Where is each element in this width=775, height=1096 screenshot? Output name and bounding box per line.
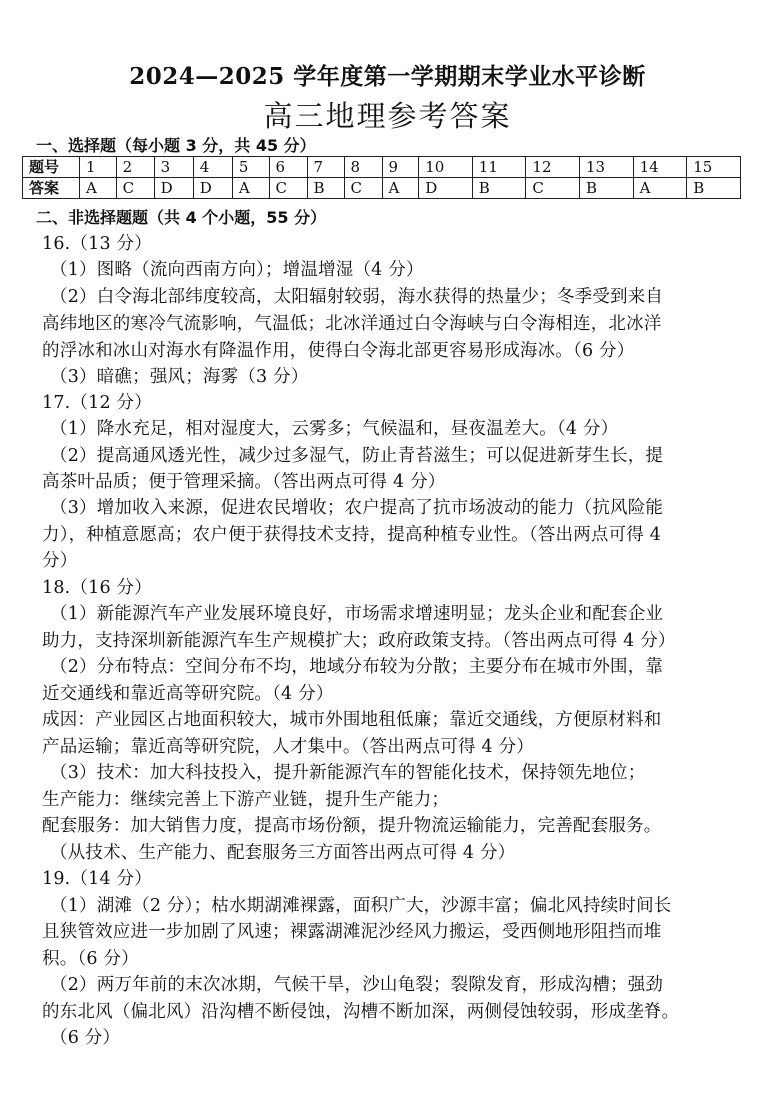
answer-cell: B (472, 178, 526, 199)
table-header-number: 题号 (23, 157, 80, 178)
answer-cell: B (687, 178, 741, 199)
question-number: 3 (154, 157, 193, 178)
answer-line: （1）湖滩（2 分）；枯水期湖滩裸露，面积广大，沙源丰富；偏北风持续时间长 (50, 896, 672, 916)
answer-line: 近交通线和靠近高等研究院。（4 分） (42, 684, 334, 704)
question-heading: 19.（14 分） (42, 869, 152, 889)
answer-line: 力），种植意愿高；农户便于获得技术支持，提高种植专业性。（答出两点可得 4 (42, 525, 662, 545)
question-number: 9 (382, 157, 419, 178)
answer-line: 高纬地区的寒冷气流影响，气温低；北冰洋通过白令海峡与白令海相连，北冰洋 (42, 314, 662, 334)
document-subtitle: 高三地理参考答案 (263, 99, 512, 133)
answer-cell: C (269, 178, 307, 199)
question-number: 11 (472, 157, 526, 178)
answer-line: （1）新能源汽车产业发展环境良好，市场需求增速明显；龙头企业和配套企业 (50, 604, 664, 624)
answer-cell: A (382, 178, 419, 199)
question-number: 10 (419, 157, 473, 178)
answer-line: （2）分布特点：空间分布不均，地域分布较为分散；主要分布在城市外围，靠 (50, 657, 664, 677)
answer-cell: B (307, 178, 344, 199)
answer-line: （2）提高通风透光性，减少过多湿气，防止青苔滋生；可以促进新芽生长，提 (50, 446, 664, 466)
answer-line: 积。（6 分） (42, 949, 139, 969)
answer-line: （1）降水充足，相对湿度大，云雾多；气候温和，昼夜温差大。（4 分） (50, 419, 619, 439)
answer-line: 的浮冰和冰山对海水有降温作用，使得白令海北部更容易形成海冰。（6 分） (42, 341, 635, 361)
answer-cell: C (344, 178, 382, 199)
answer-cell: B (580, 178, 634, 199)
answer-line: （3）技术：加大科技投入，提升新能源汽车的智能化技术，保持领先地位； (50, 763, 646, 783)
question-number: 4 (193, 157, 232, 178)
answer-table-number-row (23, 157, 741, 178)
question-number: 7 (307, 157, 344, 178)
question-number: 1 (80, 157, 117, 178)
answer-cell: A (633, 178, 687, 199)
section-1-title: 一、选择题（每小题 3 分，共 45 分） (36, 136, 316, 155)
answer-line: 产品运输；靠近高等研究院，人才集中。（答出两点可得 4 分） (42, 737, 535, 757)
answer-cell: A (232, 178, 269, 199)
section-2-title: 二、非选择题题（共 4 个小题，55 分） (36, 208, 327, 227)
answer-table (22, 156, 741, 199)
question-number: 14 (633, 157, 687, 178)
answer-line: （2）白令海北部纬度较高，太阳辐射较弱，海水获得的热量少；冬季受到来自 (50, 287, 664, 307)
answer-line: （2）两万年前的末次冰期，气候干旱，沙山龟裂；裂隙发育，形成沟槽；强劲 (50, 975, 664, 995)
question-number: 12 (526, 157, 580, 178)
question-heading: 16.（13 分） (42, 234, 152, 254)
answer-line: 分） (42, 551, 78, 571)
answer-line: （3）增加收入来源，促进农民增收；农户提高了抗市场波动的能力（抗风险能 (50, 498, 664, 518)
table-header-answer: 答案 (23, 178, 80, 199)
answer-cell: C (526, 178, 580, 199)
question-heading: 17.（12 分） (42, 393, 152, 413)
answer-line: 配套服务：加大销售力度，提高市场份额，提升物流运输能力，完善配套服务。 (42, 816, 662, 836)
answer-cell: D (419, 178, 473, 199)
answer-table-answer-row (23, 178, 741, 199)
document-title: 2024—2025 学年度第一学期期末学业水平诊断 (129, 63, 646, 90)
answer-line: 助力，支持深圳新能源汽车生产规模扩大；政府政策支持。（答出两点可得 4 分） (42, 631, 676, 651)
answer-line: （3）暗礁；强风；海雾（3 分） (50, 367, 309, 387)
answer-cell: A (80, 178, 117, 199)
answer-cell: D (193, 178, 232, 199)
answer-cell: D (154, 178, 193, 199)
question-number: 2 (116, 157, 154, 178)
answer-line: （1）图略（流向西南方向）；增温增湿（4 分） (50, 260, 424, 280)
question-number: 13 (580, 157, 634, 178)
answer-line: 高茶叶品质；便于管理采摘。（答出两点可得 4 分） (42, 472, 446, 492)
answer-line: 成因：产业园区占地面积较大，城市外围地租低廉；靠近交通线，方便原材料和 (42, 710, 662, 730)
question-number: 6 (269, 157, 307, 178)
answer-line: （6 分） (50, 1028, 121, 1048)
question-number: 8 (344, 157, 382, 178)
question-heading: 18.（16 分） (42, 578, 152, 598)
answer-line: 的东北风（偏北风）沿沟槽不断侵蚀，沟槽不断加深，两侧侵蚀较弱，形成垄脊。 (42, 1002, 680, 1022)
answer-line: （从技术、生产能力、配套服务三方面答出两点可得 4 分） (50, 843, 516, 863)
answer-line: 且狭管效应进一步加剧了风速；裸露湖滩泥沙经风力搬运，受西侧地形阻挡而堆 (42, 922, 662, 942)
question-number: 5 (232, 157, 269, 178)
answer-cell: C (116, 178, 154, 199)
answer-line: 生产能力：继续完善上下游产业链，提升生产能力； (42, 790, 450, 810)
question-number: 15 (687, 157, 741, 178)
